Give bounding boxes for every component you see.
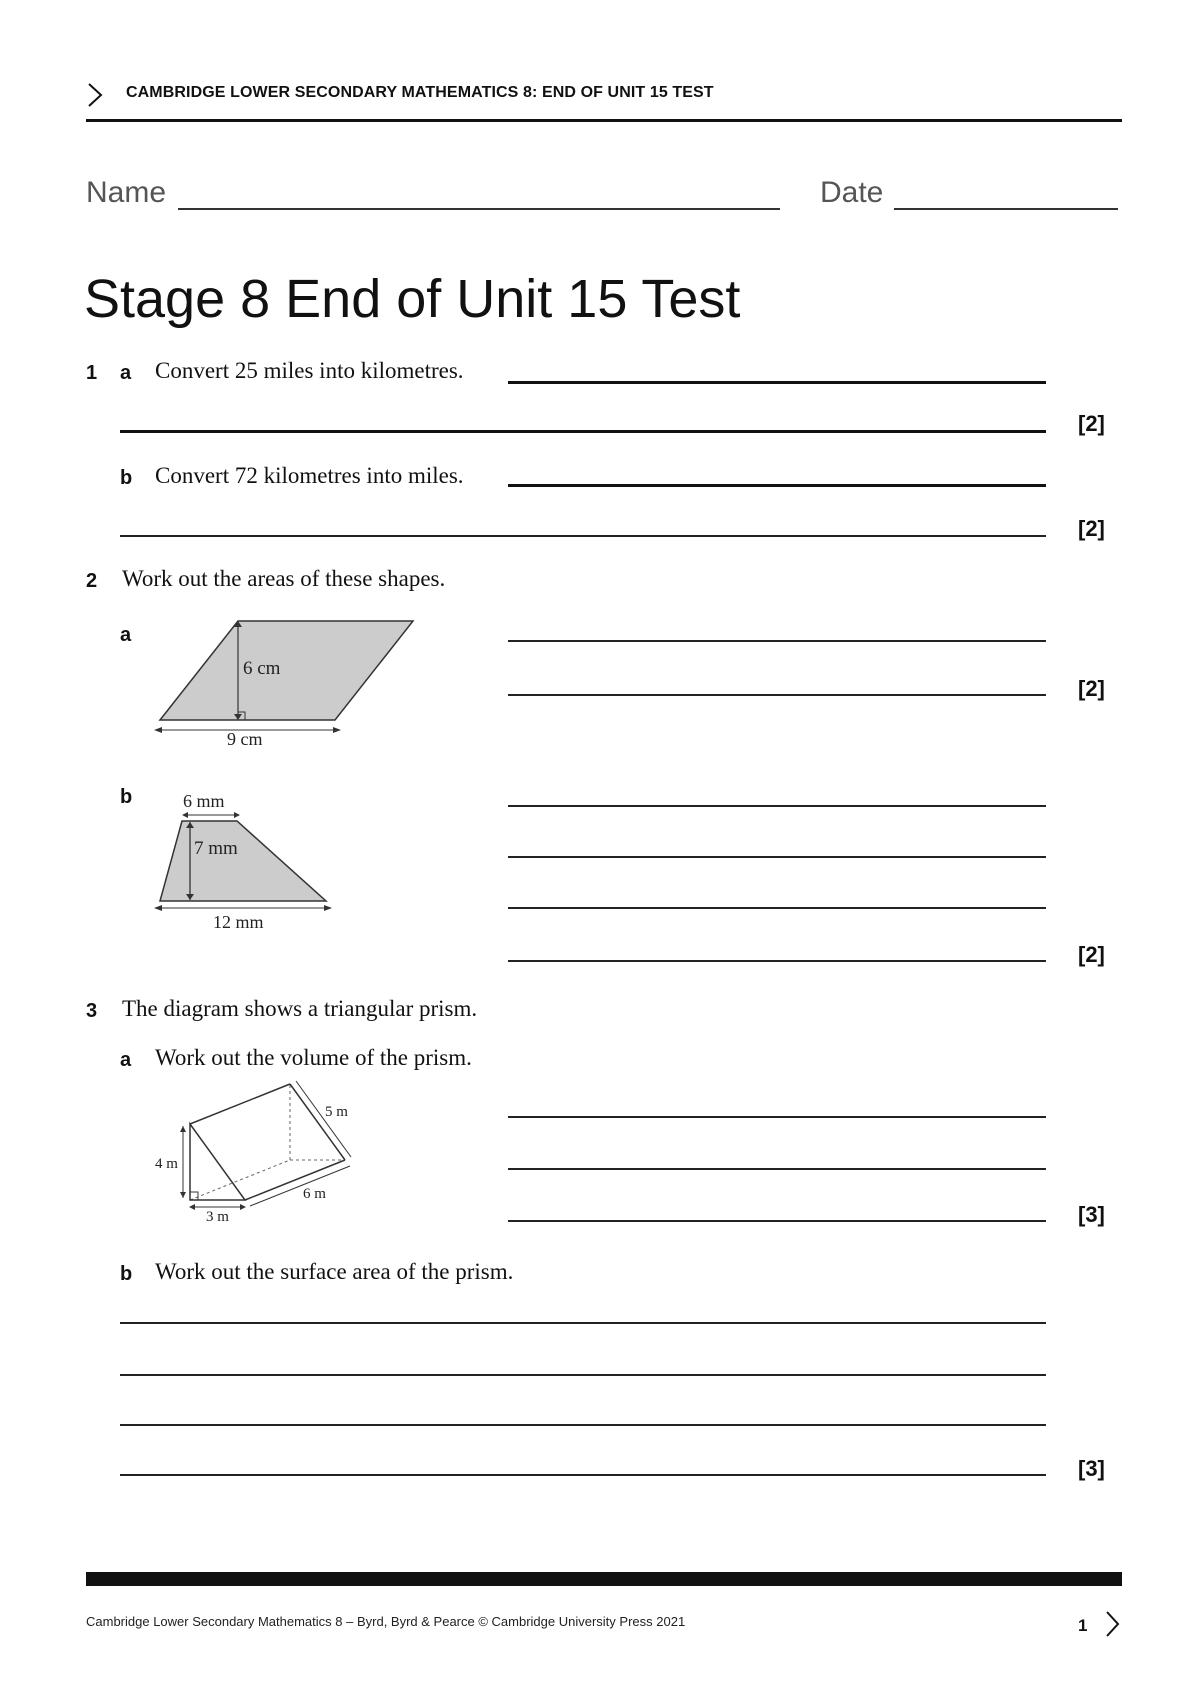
- footer-citation: Cambridge Lower Secondary Mathematics 8 – Byrd, Byrd & Pearce © Cambridge University Press 2021: [86, 1614, 686, 1629]
- q3b-marks: [3]: [1078, 1456, 1105, 1481]
- q1b-text: Convert 72 kilometres into miles.: [155, 463, 464, 488]
- q2-text: Work out the areas of these shapes.: [122, 566, 446, 591]
- footer-bar: [86, 1572, 1122, 1586]
- q2a-answer-line-1[interactable]: [508, 640, 1046, 642]
- trapezium-diagram: [150, 788, 340, 936]
- next-chevron-icon: [1104, 1610, 1120, 1638]
- q1b-answer-line-1[interactable]: [508, 484, 1046, 487]
- q2b-marks: [2]: [1078, 942, 1105, 967]
- name-label: Name: [86, 176, 167, 209]
- q3a-answer-line-1[interactable]: [508, 1116, 1046, 1118]
- q3-number: 3: [86, 1000, 98, 1022]
- q1b-label: b: [120, 467, 133, 489]
- date-field[interactable]: [894, 208, 1118, 210]
- date-label: Date: [820, 176, 884, 209]
- q1b-answer-line-2[interactable]: [120, 535, 1046, 537]
- q3a-answer-line-2[interactable]: [508, 1168, 1046, 1170]
- q2a-label: a: [120, 624, 132, 646]
- q3b-answer-line-4[interactable]: [120, 1474, 1046, 1476]
- q3a-label: a: [120, 1049, 132, 1071]
- q3b-answer-line-1[interactable]: [120, 1322, 1046, 1324]
- q3b-label: b: [120, 1263, 133, 1285]
- q3a-answer-line-3[interactable]: [508, 1220, 1046, 1222]
- q2b-base-label: 12 mm: [213, 912, 264, 932]
- q2b-top-label: 6 mm: [183, 791, 225, 811]
- parallelogram-diagram: [150, 612, 430, 752]
- q2b-answer-line-4[interactable]: [508, 960, 1046, 962]
- q1-number: 1: [86, 362, 98, 384]
- q3b-answer-line-3[interactable]: [120, 1424, 1046, 1426]
- q1a-answer-line-2[interactable]: [120, 430, 1046, 433]
- q1a-answer-line-1[interactable]: [508, 381, 1046, 384]
- q2b-label: b: [120, 786, 133, 808]
- q3a-marks: [3]: [1078, 1202, 1105, 1227]
- q1a-marks: [2]: [1078, 411, 1105, 436]
- triangular-prism-diagram: [150, 1080, 360, 1224]
- q2a-answer-line-2[interactable]: [508, 694, 1046, 696]
- q3a-label-height: 4 m: [155, 1156, 178, 1172]
- q3b-answer-line-2[interactable]: [120, 1374, 1046, 1376]
- name-field[interactable]: [178, 208, 780, 210]
- q2b-height-label: 7 mm: [194, 838, 238, 859]
- q2-number: 2: [86, 570, 98, 592]
- q3-text: The diagram shows a triangular prism.: [122, 996, 478, 1021]
- header-chevron-icon: [86, 82, 104, 108]
- page-title: Stage 8 End of Unit 15 Test: [84, 269, 741, 329]
- q2b-answer-line-2[interactable]: [508, 856, 1046, 858]
- header-title: CAMBRIDGE LOWER SECONDARY MATHEMATICS 8: END OF UNIT 15 TEST: [126, 84, 714, 101]
- q1a-text: Convert 25 miles into kilometres.: [155, 358, 464, 383]
- q3a-label-base: 3 m: [206, 1209, 229, 1224]
- header-rule: [86, 119, 1122, 122]
- q2a-marks: [2]: [1078, 676, 1105, 701]
- q3b-text: Work out the surface area of the prism.: [155, 1259, 514, 1284]
- q3a-label-length: 6 m: [303, 1186, 326, 1202]
- q2a-base-label: 9 cm: [227, 729, 263, 749]
- q1b-marks: [2]: [1078, 516, 1105, 541]
- q3a-text: Work out the volume of the prism.: [155, 1045, 472, 1070]
- page-number: 1: [1078, 1616, 1088, 1635]
- q2b-answer-line-1[interactable]: [508, 805, 1046, 807]
- q1a-label: a: [120, 362, 132, 384]
- q2b-answer-line-3[interactable]: [508, 907, 1046, 909]
- q3a-label-slant: 5 m: [325, 1104, 348, 1120]
- q2a-height-label: 6 cm: [243, 658, 281, 679]
